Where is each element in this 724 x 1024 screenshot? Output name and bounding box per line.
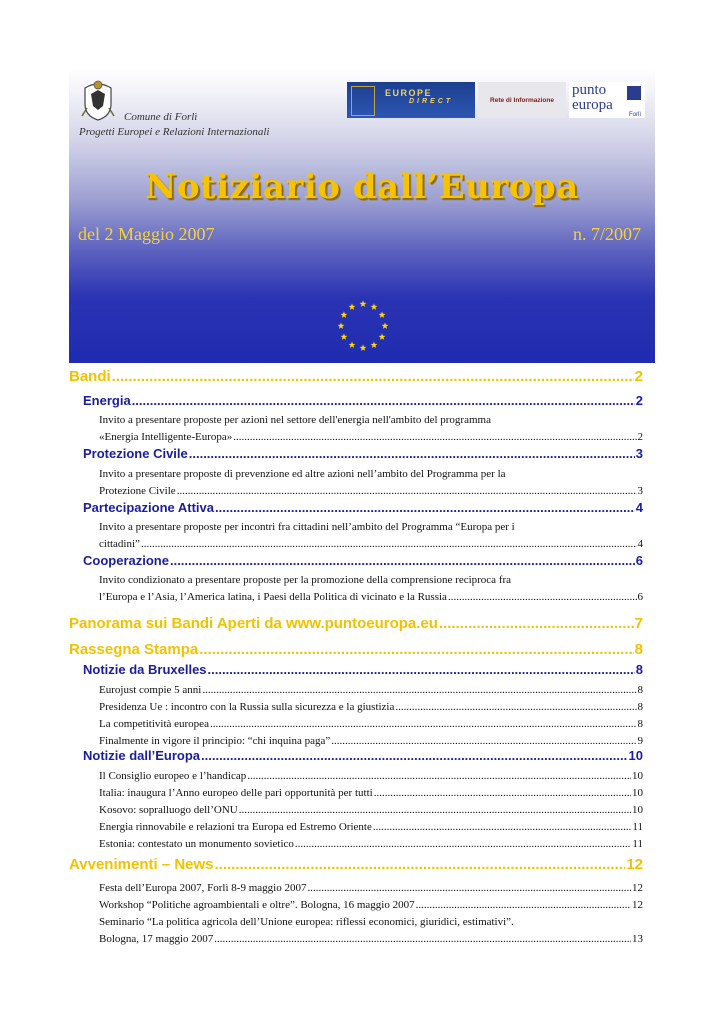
toc-page: 6 [635, 553, 643, 568]
eu-flag-icon [627, 86, 641, 100]
toc-page: 12 [632, 882, 643, 894]
toc-page: 3 [635, 446, 643, 461]
rete-informazione-logo [478, 82, 566, 118]
issue-number: n. 7/2007 [572, 224, 641, 244]
toc-leader [331, 735, 636, 747]
toc-item-bx-3[interactable] [99, 735, 643, 747]
toc-leader [210, 718, 637, 730]
toc-page: 9 [637, 735, 643, 747]
toc-page: 7 [634, 615, 643, 632]
toc-leader [295, 838, 631, 850]
toc-desc-line: Invito a presentare proposte di prevenzione ed altre azioni nell’ambito del Programma per la [99, 468, 506, 480]
toc-item-panorama[interactable] [69, 615, 643, 632]
toc-label: Eurojust compie 5 anni [99, 684, 202, 696]
toc-label: Presidenza Ue : incontro con la Russia sulla sicurezza e la giustizia [99, 701, 395, 713]
logo-pe-text-1: punto [572, 82, 607, 98]
toc-leader [201, 748, 628, 763]
toc-label: Cooperazione [83, 553, 169, 568]
toc-desc-line: Seminario “La politica agricola dell’Unione europea: riflessi economici, giuridici, estimativi”. [99, 916, 514, 928]
toc-item-bx-2[interactable] [99, 718, 643, 730]
toc-item-protezione[interactable] [83, 446, 643, 461]
toc-leader [215, 500, 635, 515]
toc-page: 8 [637, 718, 643, 730]
toc-item-eu-0[interactable] [99, 770, 643, 782]
toc-item-bx-1[interactable] [99, 701, 643, 713]
toc-item-europa[interactable] [83, 748, 643, 763]
toc-label: Bandi [69, 368, 111, 385]
toc-label: Estonia: contestato un monumento sovietico [99, 838, 294, 850]
eu-star-icon [349, 303, 356, 310]
punto-europa-logo [569, 82, 645, 118]
toc-page: 8 [637, 701, 643, 713]
eu-star-icon [371, 303, 378, 310]
toc-label: Avvenimenti – News [69, 856, 214, 873]
toc-page: 2 [635, 393, 643, 408]
toc-item-protezione-desc[interactable] [99, 485, 643, 497]
toc-item-cooperazione[interactable] [83, 553, 643, 568]
toc-leader [208, 662, 635, 677]
toc-page: 11 [632, 821, 643, 833]
toc-item-rassegna[interactable] [69, 641, 643, 658]
eu-star-icon [379, 333, 386, 340]
toc-leader [177, 485, 637, 497]
toc-item-eu-2[interactable] [99, 804, 643, 816]
toc-item-bruxelles[interactable] [83, 662, 643, 677]
eu-star-icon [341, 311, 348, 318]
partner-logos [347, 82, 645, 118]
toc-label: Bologna, 17 maggio 2007 [99, 933, 214, 945]
toc-item-avvenimenti[interactable] [69, 856, 643, 873]
toc-item-eu-1[interactable] [99, 787, 643, 799]
eu-star-icon [379, 311, 386, 318]
toc-page: 13 [632, 933, 643, 945]
toc-label: Rassegna Stampa [69, 641, 199, 658]
toc-item-bx-0[interactable] [99, 684, 643, 696]
toc-item-av-1[interactable] [99, 899, 643, 911]
toc-item-cooperazione-desc[interactable] [99, 591, 643, 603]
toc-label: Il Consiglio europeo e l’handicap [99, 770, 247, 782]
toc-leader [307, 882, 631, 894]
toc-page: 4 [635, 500, 643, 515]
eu-star-icon [341, 333, 348, 340]
eu-star-icon [371, 341, 378, 348]
toc-page: 3 [637, 485, 643, 497]
toc-label: Energia [83, 393, 131, 408]
toc-label: Kosovo: sopralluogo dell’ONU [99, 804, 238, 816]
toc-leader [395, 701, 636, 713]
toc-item-bandi[interactable] [69, 368, 643, 385]
toc-leader [132, 393, 635, 408]
toc-leader [233, 431, 636, 443]
toc-label: Notizie dall’Europa [83, 748, 201, 763]
toc-desc-line: Invito a presentare proposte per azioni nel settore dell'energia nell'ambito del programma [99, 414, 491, 426]
issue-date: del 2 Maggio 2007 [78, 224, 215, 244]
toc-leader [189, 446, 635, 461]
toc-page: 2 [634, 368, 643, 385]
toc-leader [215, 856, 626, 873]
toc-page: 10 [632, 787, 643, 799]
toc-page: 8 [634, 641, 643, 658]
toc-leader [416, 899, 631, 911]
toc-item-seminario[interactable] [99, 933, 643, 945]
toc-page: 12 [632, 899, 643, 911]
toc-leader [448, 591, 637, 603]
toc-leader [112, 368, 634, 385]
eu-star-icon [382, 322, 389, 329]
toc-label: «Energia Intelligente-Europa» [99, 431, 233, 443]
toc-page: 8 [635, 662, 643, 677]
toc-item-partecipazione[interactable] [83, 500, 643, 515]
toc-item-energia-desc[interactable] [99, 431, 643, 443]
toc-page: 4 [637, 538, 643, 550]
toc-label: Protezione Civile [83, 446, 188, 461]
toc-label: Partecipazione Attiva [83, 500, 215, 515]
toc-item-av-0[interactable] [99, 882, 643, 894]
logo-ed-text-1: EUROPE [385, 88, 433, 98]
toc-label: Italia: inaugura l’Anno europeo delle pari opportunità per tutti [99, 787, 373, 799]
toc-label: Finalmente in vigore il principio: “chi inquina paga” [99, 735, 331, 747]
eu-stars-icon [327, 298, 399, 354]
eu-star-icon [349, 341, 356, 348]
department-name: Progetti Europei e Relazioni Internazionali [79, 126, 270, 138]
toc-page: 8 [637, 684, 643, 696]
toc-leader [141, 538, 637, 550]
toc-page: 10 [632, 770, 643, 782]
toc-label: La competitività europea [99, 718, 209, 730]
toc-page: 11 [632, 838, 643, 850]
toc-page: 10 [628, 748, 643, 763]
toc-label: Panorama sui Bandi Aperti da www.puntoeuropa.eu [69, 615, 438, 632]
toc-label: l’Europa e l’Asia, l’America latina, i Paesi della Politica di vicinato e la Russia [99, 591, 447, 603]
toc-leader [202, 684, 636, 696]
toc-item-eu-4[interactable] [99, 838, 643, 850]
header-banner [69, 68, 655, 363]
eu-star-icon [338, 322, 345, 329]
eu-star-icon [360, 344, 367, 351]
logo-pe-text-2: europa [572, 97, 613, 113]
comune-name: Comune di Forlì [124, 111, 198, 123]
toc-label: Workshop “Politiche agroambientali e oltre”. Bologna, 16 maggio 2007 [99, 899, 415, 911]
toc-leader [170, 553, 635, 568]
toc-leader [374, 787, 631, 799]
toc-label: Notizie da Bruxelles [83, 662, 207, 677]
newsletter-title: Notiziario dall’Europa [145, 167, 579, 207]
toc-leader [439, 615, 634, 632]
europe-direct-square-icon [351, 86, 375, 116]
toc-item-partecipazione-desc[interactable] [99, 538, 643, 550]
toc-leader [373, 821, 632, 833]
toc-item-energia[interactable] [83, 393, 643, 408]
toc-label: Energia rinnovabile e relazioni tra Europa ed Estremo Oriente [99, 821, 372, 833]
toc-leader [247, 770, 631, 782]
department-info [79, 110, 339, 140]
logo-ed-text-2: DIRECT [409, 98, 454, 105]
toc-item-eu-3[interactable] [99, 821, 643, 833]
toc-page: 2 [637, 431, 643, 443]
toc-leader [199, 641, 633, 658]
toc-page: 6 [637, 591, 643, 603]
logo-rete-text: Rete di Informazione [490, 96, 554, 104]
toc-page: 10 [632, 804, 643, 816]
toc-leader [214, 933, 631, 945]
toc-label: Protezione Civile [99, 485, 176, 497]
toc-leader [239, 804, 631, 816]
toc-label: Festa dell’Europa 2007, Forlì 8-9 maggio 2007 [99, 882, 307, 894]
toc-page: 12 [626, 856, 643, 873]
europe-direct-logo [347, 82, 475, 118]
toc-label: cittadini” [99, 538, 140, 550]
toc-desc-line: Invito a presentare proposte per incontri fra cittadini nell’ambito del Programma “Europa per i [99, 521, 515, 533]
eu-star-icon [360, 300, 367, 307]
logo-pe-text-3: Forlì [629, 112, 641, 118]
toc-desc-line: Invito condizionato a presentare proposte per la promozione della comprensione reciproca fra [99, 574, 512, 586]
